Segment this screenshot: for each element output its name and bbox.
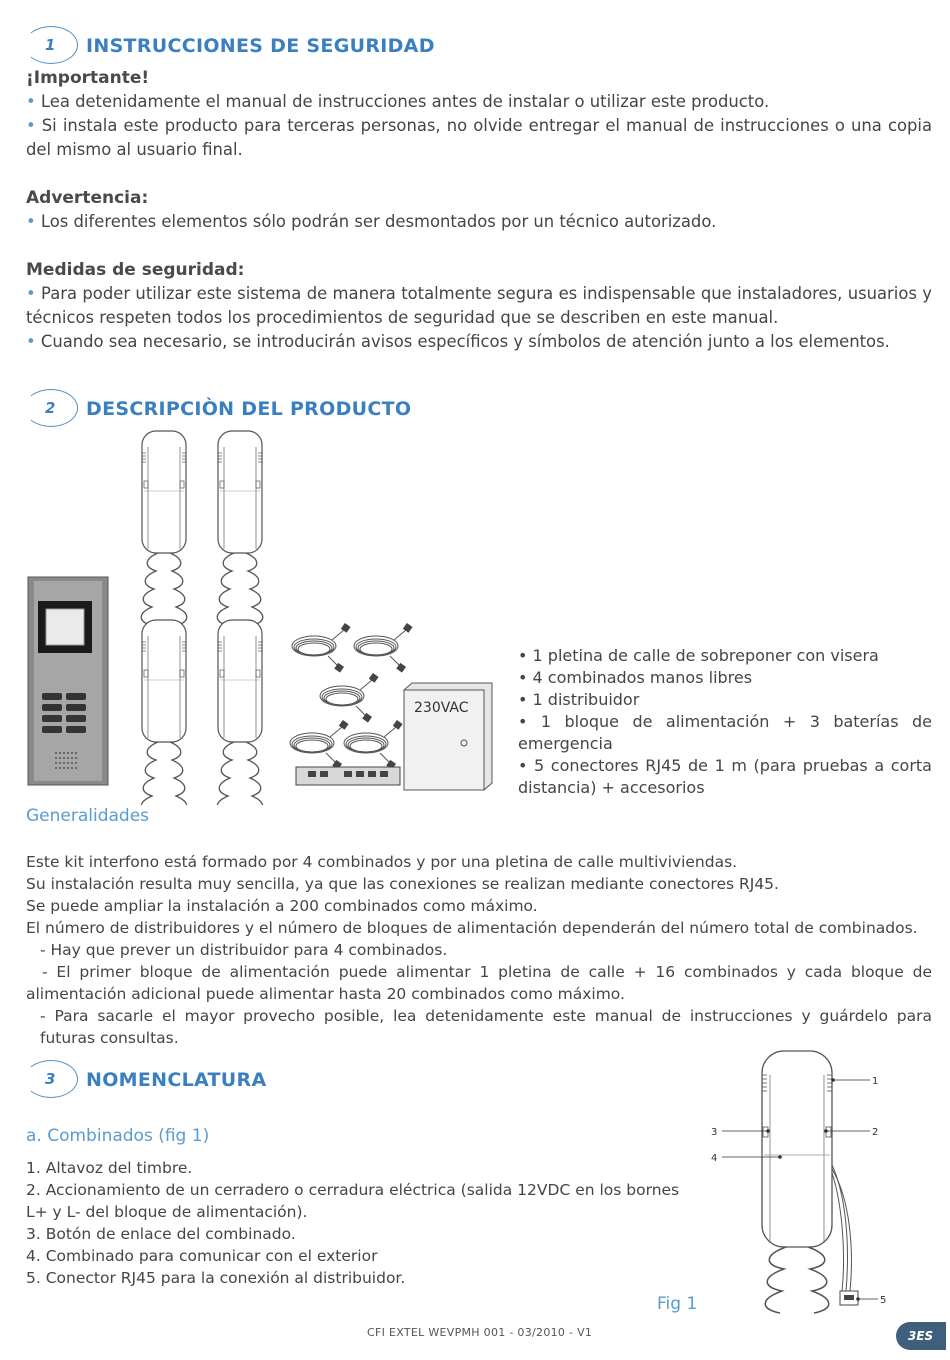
kit-item: • 1 bloque de alimentación + 3 baterías de emergencia xyxy=(518,712,932,753)
safety-heading: Medidas de seguridad: xyxy=(26,260,245,280)
section-title: DESCRIPCIÒN DEL PRODUCTO xyxy=(86,398,412,420)
section-number-badge: 2 xyxy=(24,389,78,427)
warning-heading: Advertencia: xyxy=(26,188,149,208)
power-label: 230VAC xyxy=(414,700,469,716)
safety-item: • Para poder utilizar este sistema de manera totalmente segura es indispensable que instaladores, usuarios y técnicos respeten todos los procedimientos de seguridad que se describen en este manual. xyxy=(26,284,932,327)
general-line: Este kit interfono está formado por 4 combinados y por una pletina de calle multiviviendas. xyxy=(26,853,738,871)
handset-illustration xyxy=(217,620,263,805)
important-heading: ¡Importante! xyxy=(26,68,150,88)
important-block xyxy=(26,66,932,162)
figure-caption: Fig 1 xyxy=(657,1294,698,1314)
general-heading: Generalidades xyxy=(26,806,150,826)
section-title: NOMENCLATURA xyxy=(86,1069,267,1091)
callout-label: 5 xyxy=(880,1295,887,1306)
section-title: INSTRUCCIONES DE SEGURIDAD xyxy=(86,35,435,57)
important-item: • Si instala este producto para terceras personas, no olvide entregar el manual de instrucciones o una copia del mismo al usuario final. xyxy=(26,116,932,159)
section-2-header xyxy=(24,389,724,429)
safety-item: • Cuando sea necesario, se introducirán avisos específicos y símbolos de atención junto a los elementos. xyxy=(26,332,890,351)
section-3-header xyxy=(24,1060,724,1100)
nomenclature-item: 3. Botón de enlace del combinado. xyxy=(26,1225,296,1243)
callout-label: 3 xyxy=(711,1127,718,1138)
document-reference: CFI EXTEL WEVPMH 001 - 03/2010 - V1 xyxy=(367,1326,593,1339)
callout-label: 1 xyxy=(872,1076,879,1087)
power-supply-illustration xyxy=(404,683,492,790)
general-text xyxy=(26,851,932,1049)
nomenclature-item: 5. Conector RJ45 para la conexión al distribuidor. xyxy=(26,1269,406,1287)
product-kit-illustration xyxy=(20,425,500,805)
kit-item: • 1 distribuidor xyxy=(518,690,640,709)
kit-item: • 5 conectores RJ45 de 1 m (para pruebas a corta distancia) + accesorios xyxy=(518,756,932,797)
handsets-subheading: a. Combinados (fig 1) xyxy=(26,1126,210,1146)
section-number-badge: 3 xyxy=(24,1060,78,1098)
handset-illustration xyxy=(141,620,187,805)
general-line: El número de distribuidores y el número de bloques de alimentación dependerán del número total de combinados. xyxy=(26,919,918,937)
door-panel-illustration xyxy=(28,577,108,785)
warning-block xyxy=(26,186,932,234)
kit-item: • 1 pletina de calle de sobreponer con visera xyxy=(518,646,879,665)
handset-illustration xyxy=(141,431,187,633)
kit-contents-list xyxy=(518,645,932,799)
section-number-badge: 1 xyxy=(24,26,78,64)
general-line: - El primer bloque de alimentación puede alimentar 1 pletina de calle + 16 combinados y cada bloque de alimentación adicional puede alimentar hasta 20 combinados como máximo. xyxy=(26,963,932,1003)
general-line: Se puede ampliar la instalación a 200 combinados como máximo. xyxy=(26,897,538,915)
nomenclature-item: 1. Altavoz del timbre. xyxy=(26,1159,193,1177)
general-line: - Hay que prever un distribuidor para 4 combinados. xyxy=(40,941,448,959)
rj45-cables-illustration xyxy=(290,623,413,770)
general-line: Su instalación resulta muy sencilla, ya que las conexiones se realizan mediante conectores RJ45. xyxy=(26,875,779,893)
handset-illustration xyxy=(217,431,263,633)
nomenclature-item: 2. Accionamiento de un cerradero o cerradura eléctrica (salida 12VDC en los bornes L+ y L- del bloque de alimentación). xyxy=(26,1181,680,1221)
safety-block xyxy=(26,258,932,354)
nomenclature-item: 4. Combinado para comunicar con el exterior xyxy=(26,1247,378,1265)
nomenclature-list xyxy=(26,1157,702,1289)
handset-figure xyxy=(700,1045,900,1320)
general-line: - Para sacarle el mayor provecho posible, lea detenidamente este manual de instrucciones y guárdelo para futuras consultas. xyxy=(40,1007,932,1047)
section-1-header xyxy=(24,26,724,66)
page-number-badge: 3ES xyxy=(896,1322,946,1350)
distributor-illustration xyxy=(296,767,400,785)
callout-label: 2 xyxy=(872,1127,879,1138)
important-item: • Lea detenidamente el manual de instrucciones antes de instalar o utilizar este producto. xyxy=(26,92,770,111)
callout-label: 4 xyxy=(711,1153,718,1164)
kit-item: • 4 combinados manos libres xyxy=(518,668,753,687)
warning-item: • Los diferentes elementos sólo podrán ser desmontados por un técnico autorizado. xyxy=(26,212,717,231)
